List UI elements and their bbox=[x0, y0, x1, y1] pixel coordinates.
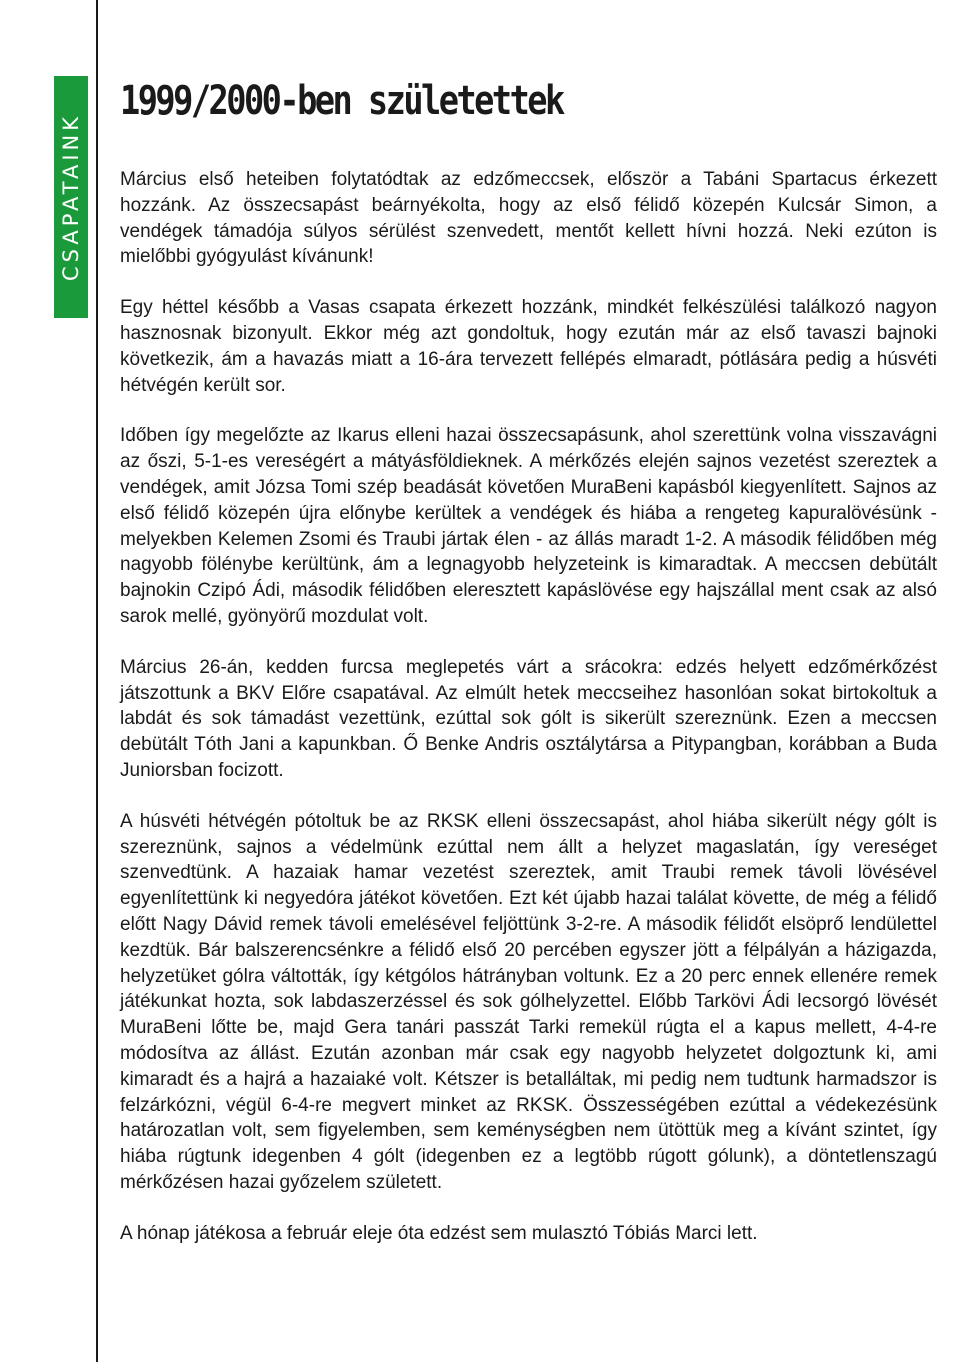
section-tab-label: CSAPATAINK bbox=[59, 112, 83, 282]
paragraph-rksk: A húsvéti hétvégén pótoltuk be az RKSK elleni összecsapást, ahol hiába sikerült négy gólt is szereznünk, sajnos a védelmünk ezúttal nem állt a helyzet magaslatán, így vereséget szenvedtünk. A hazaiak hamar vezetést szereztek, amit Traubi remek távoli lövésével egyenlítettünk ki negyedóra játékot követően. Ezt két újabb hazai találat követte, de még a félidő előtt Nagy Dávid remek távoli emelésével feljöttünk 3-2-re. A második félidőt elsöprő lendülettel kezdtük. Bár balszerencsénkre a félidő első 20 percében egyszer jött a félpályán a házigazda, helyzetüket gólra váltották, így kétgólos hátrányban voltunk. Ez a 20 perc ennek ellenére remek játékunkat hozta, sok labdaszerzéssel és sok gólhelyzettel. Előbb Tarkövi Ádi lecsorgó lövését MuraBeni lőtte be, majd Gera tanári passzát Tarki remekül rúgta el a kapus mellett, 4-4-re módosítva az állást. Ezután azonban már csak egy nagyobb helyzetet dolgoztunk ki, ami kimaradt és a hajrá a hazaiaké volt. Kétszer is betalláltak, mi pedig nem tudtunk harmadszor is felzárkózni, végül 6-4-re megvert minket az RKSK. Összességében ezúttal a védekezésünk határozatlan volt, sem figyelemben, sem keménységben nem ütöttük meg a kívánt szintet, így hiába rúgtunk idegenben 4 gólt (idegenben ez a legtöbb rúgott gólunk), a döntetlenszagú mérkőzésen hazai győzelem született. bbox=[120, 810, 937, 1193]
paragraph-ikarus: Időben így megelőzte az Ikarus elleni hazai összecsapásunk, ahol szerettünk volna visszavágni az őszi, 5-1-es vereségért a mátyásföldieknek. A mérkőzés elején sajnos vezetést szereztek a vendégek, amit Józsa Tomi szép beadását követően MuraBeni kapásból kiegyenlített. Sajnos az első félidő közepén újra előnybe kerültek a vendégek és hiába a rengeteg kapuralövésünk - melyekben Kelemen Zsomi és Traubi jártak élen - az állás maradt 1-2. A második félidőben még nagyobb fölénybe kerültünk, ám a legnagyobb helyzeteink is kimaradtak. A meccsen debütált bajnokin Czipó Ádi, második félidőben eleresztett kapáslövése egy hajszállal ment csak az alsó sarok mellé, gyönyörű mozdulat volt. bbox=[120, 425, 937, 627]
article-body bbox=[120, 167, 937, 1271]
section-tab bbox=[54, 76, 88, 318]
paragraph-vasas: Egy héttel később a Vasas csapata érkezett hozzánk, mindkét felkészülési találkozó nagyon hasznosnak bizonyult. Ekkor még azt gondoltuk, hogy ezután már az első tavaszi bajnoki következik, ám a havazás miatt a 16-ára tervezett fellépés elmaradt, pótlására pedig a húsvéti hétvégén került sor. bbox=[120, 297, 937, 396]
paragraph-player-of-month: A hónap játékosa a február eleje óta edzést sem mulasztó Tóbiás Marci lett. bbox=[120, 1222, 758, 1244]
page-title: 1999/2000-ben születettek bbox=[120, 78, 563, 124]
paragraph-tabani-spartacus: Március első heteiben folytatódtak az edzőmeccsek, először a Tabáni Spartacus érkezett hozzánk. Az összecsapást beárnyékolta, hogy az első félidő közepén Kulcsár Simon, a vendégek támadója súlyos sérülést szenvedett, mentőt kellett hívni hozzá. Neki ezúton is mielőbbi gyógyulást kívánunk! bbox=[120, 169, 937, 268]
margin-divider-line bbox=[96, 0, 98, 1362]
paragraph-bkv-elore: Március 26-án, kedden furcsa meglepetés várt a srácokra: edzés helyett edzőmérkőzést játszottunk a BKV Előre csapatával. Az elmúlt hetek meccseihez hasonlóan sokat birtokoltuk a labdát és sok támadást vezettünk, ezúttal sok gólt is sikerült szereznünk. Ezen a meccsen debütált Tóth Jani a kapunkban. Ő Benke Andris osztálytársa a Pitypangban, korábban a Buda Juniorsban focizott. bbox=[120, 656, 937, 781]
